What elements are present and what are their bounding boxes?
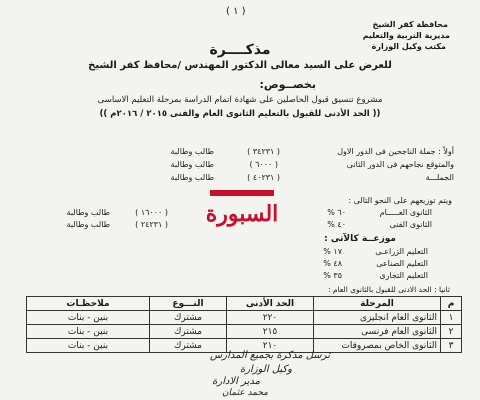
technical-agri-percent: ١٧ % bbox=[323, 247, 342, 256]
watermark-logo bbox=[205, 188, 279, 240]
min-admission-label: ثانيا : الحد الادنى للقبول بالثانوى العام : bbox=[327, 285, 450, 294]
subject-line-2: (( الحد الأدنى للقبول بالتعليم الثانوى العام والفنى ٢٠١٥ / ٢٠١٦م )) bbox=[99, 109, 381, 119]
cell-type: مشترك bbox=[150, 339, 227, 353]
stat-value-1: ( ٣٤٢٣١ ) bbox=[247, 147, 280, 156]
cell-type: مشترك bbox=[150, 325, 227, 339]
directorate-label: مديرية التربية والتعليم bbox=[362, 31, 450, 40]
office-label: مكتب وكيل الوزارة bbox=[371, 42, 446, 51]
stat-unit-3: طالب وطالبة bbox=[170, 173, 214, 182]
technical-ind-percent: ٤٨ % bbox=[323, 259, 342, 268]
header-type: النـــوع bbox=[150, 297, 227, 311]
subject-line-1: مشروع تنسيق قبول الحاصلين على شهادة اتمام الدراسة بمرحلة التعليم الاساسى bbox=[97, 95, 383, 105]
governorate-label: محافظة كفر الشيخ bbox=[372, 20, 448, 29]
distribution-intro: ويتم توزيعهم على النحو التالى : bbox=[348, 196, 452, 205]
cell-stage: الثانوى الخاص بمصروفات bbox=[314, 339, 441, 353]
table-row bbox=[27, 325, 462, 339]
cell-index: ٢ bbox=[441, 325, 462, 339]
technical-ind-label: التعليم الصناعى bbox=[376, 259, 428, 268]
technical-distribution-label: موزعــة كالآتى : bbox=[324, 234, 396, 244]
cell-minimum: ٢١٠ bbox=[227, 339, 314, 353]
header-notes: ملاحظـات bbox=[27, 297, 150, 311]
table-row bbox=[27, 311, 462, 325]
secondary-technical-percent: ٤٠ % bbox=[327, 220, 346, 229]
secondary-general-count: ( ١٦٠٠٠ ) bbox=[135, 208, 168, 217]
footer-note-line-4: محمد عثمان bbox=[221, 388, 268, 398]
technical-com-percent: ٣٥ % bbox=[323, 271, 342, 280]
cell-notes: بنين - بنات bbox=[27, 325, 150, 339]
technical-agri-label: التعليم الزراعـى bbox=[375, 247, 428, 256]
secondary-technical-unit: طالب وطالبة bbox=[66, 220, 110, 229]
header-minimum: الحد الأدنى bbox=[227, 297, 314, 311]
footer-note-line-3: مدير الادارة bbox=[212, 376, 260, 387]
page-number: ( ١ ) bbox=[226, 6, 246, 17]
cell-notes: بنين - بنات bbox=[27, 311, 150, 325]
stat-label-1: أولاً : جملة الناجحين فى الدور الاول bbox=[337, 147, 454, 156]
stat-label-3: الجملـــة bbox=[425, 173, 454, 182]
secondary-general-unit: طالب وطالبة bbox=[66, 208, 110, 217]
secondary-technical-label: الثانوى الفنى bbox=[389, 220, 432, 229]
stat-value-2: ( ٦٠٠٠ ) bbox=[249, 160, 278, 169]
header-stage: المرحلة bbox=[314, 297, 441, 311]
cell-index: ٣ bbox=[441, 339, 462, 353]
technical-com-label: التعليم التجارى bbox=[379, 271, 428, 280]
cell-index: ١ bbox=[441, 311, 462, 325]
secondary-general-label: الثانوى العـــــام bbox=[379, 208, 432, 217]
cell-minimum: ٢١٥ bbox=[227, 325, 314, 339]
header-index: م bbox=[441, 297, 462, 311]
cell-minimum: ٢٢٠ bbox=[227, 311, 314, 325]
cell-notes: بنين - بنات bbox=[27, 339, 150, 353]
stat-label-2: والمتوقع نجاحهم فى الدور الثانى bbox=[346, 160, 454, 169]
stat-value-3: ( ٤٠٢٣١ ) bbox=[247, 173, 280, 182]
subject-label: بخصــوص: bbox=[259, 78, 316, 91]
watermark-text: السبورة bbox=[205, 201, 279, 227]
addressee-line: للعرض على السيد معالى الدكتور المهندس /محافظ كفر الشيخ bbox=[88, 60, 392, 71]
stat-unit-1: طالب وطالبة bbox=[170, 147, 214, 156]
admission-table bbox=[26, 296, 462, 353]
document-title: مذكــــرة bbox=[209, 42, 271, 58]
table-header-row bbox=[27, 297, 462, 311]
cell-stage: الثانوى العام فرنسى bbox=[314, 325, 441, 339]
cell-type: مشترك bbox=[150, 311, 227, 325]
cell-stage: الثانوى العام انجليزى bbox=[314, 311, 441, 325]
footer-note-line-1: ترسل مذكرة بجميع المدارس bbox=[210, 350, 330, 361]
stat-unit-2: طالب وطالبة bbox=[170, 160, 214, 169]
secondary-general-percent: ٦٠ % bbox=[327, 208, 346, 217]
secondary-technical-count: ( ٢٤٢٣١ ) bbox=[135, 220, 168, 229]
footer-note-line-2: وكيل الوزارة bbox=[239, 364, 292, 375]
